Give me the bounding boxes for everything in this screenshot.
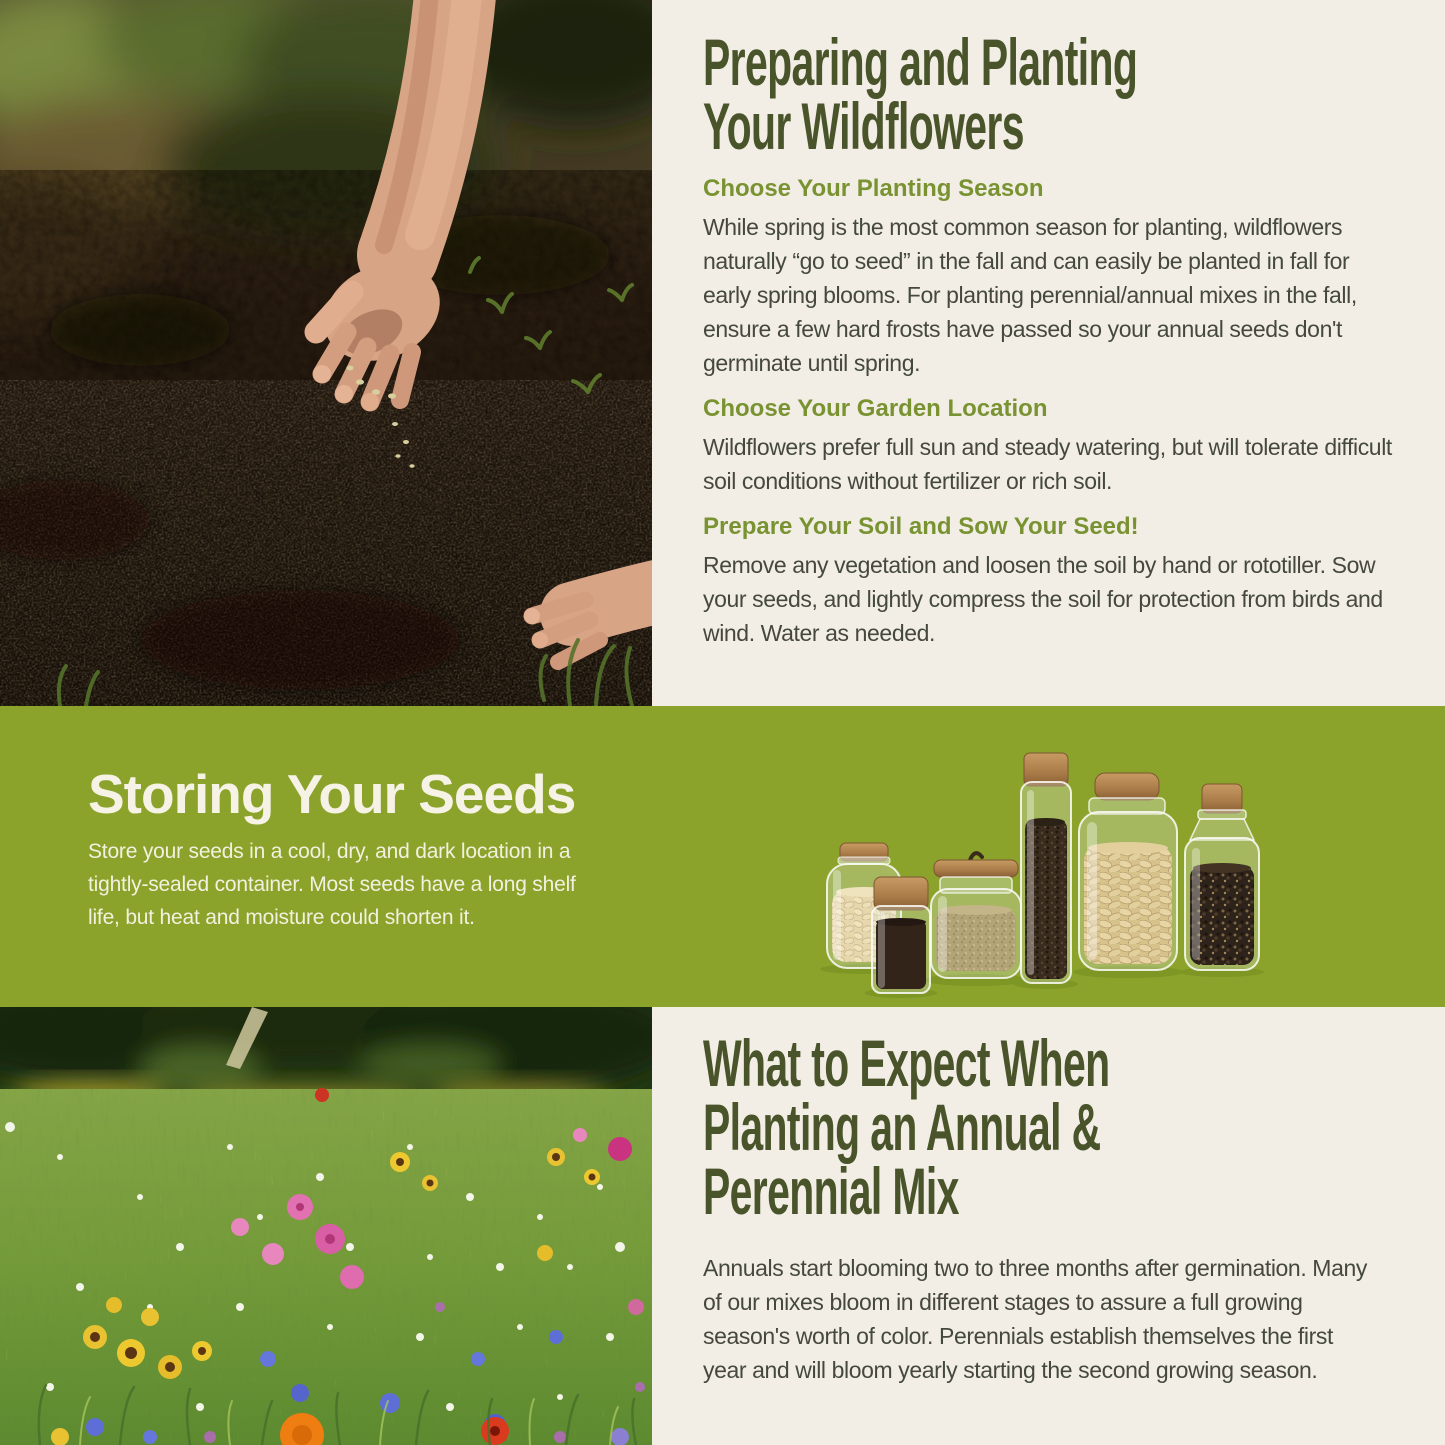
- planting-season-paragraph: While spring is the most common season for planting, wildflowers naturally “go to seed” in the fall and can easily be planted in fall for early spring blooms. For planting perennial/annual mixes in the fall, ensure a few hard frosts have passed so your annual seeds don't germinate until spring.: [703, 214, 1357, 376]
- garden-location-paragraph: Wildflowers prefer full sun and steady watering, but will tolerate difficult soil conditions without fertilizer or rich soil.: [703, 434, 1392, 494]
- preparing-text-column: [652, 0, 1445, 706]
- expect-title-line-2: Planting an Annual &: [703, 1090, 1101, 1164]
- expect-title: [703, 1026, 1409, 1228]
- prepare-soil-paragraph: Remove any vegetation and loosen the soil by hand or rototiller. Sow your seeds, and lightly compress the soil for protection from birds and wind. Water as needed.: [703, 552, 1383, 646]
- subheading-prepare-soil: Prepare Your Soil and Sow Your Seed!: [703, 513, 1139, 540]
- jar-dark-powder: [872, 877, 930, 993]
- storing-paragraph: Store your seeds in a cool, dry, and dark location in a tightly-sealed container. Most seeds have a long shelf life, but heat and moisture could shorten it.: [88, 840, 576, 929]
- seed-jars-photo: [800, 740, 1445, 1000]
- expect-paragraph: Annuals start blooming two to three months after germination. Many of our mixes bloom in different stages to assure a full growing season's worth of color. Perennials establish themselves the first year and will bloom yearly starting the second growing season.: [703, 1255, 1367, 1383]
- section-storing: [0, 706, 1445, 1007]
- subheading-garden-location: Choose Your Garden Location: [703, 395, 1048, 422]
- expect-title-line-3: Perennial Mix: [703, 1154, 959, 1228]
- wildflower-meadow-photo: [0, 1007, 652, 1445]
- subheading-planting-season: Choose Your Planting Season: [703, 175, 1044, 202]
- preparing-title-line-2: Your Wildflowers: [703, 89, 1024, 163]
- preparing-title-line-1: Preparing and Planting: [703, 25, 1138, 99]
- section-expect: [0, 1007, 1445, 1445]
- jar-pumpkin-seeds: [1079, 773, 1177, 970]
- expect-text-column: [652, 1007, 1445, 1445]
- expect-title-line-1: What to Expect When: [703, 1026, 1110, 1100]
- storing-text-block: [88, 765, 608, 934]
- jar-mixed-seeds: [1185, 784, 1259, 970]
- section-preparing: [0, 0, 1445, 706]
- preparing-title: [703, 25, 1409, 163]
- storing-title: Storing Your Seeds: [88, 763, 576, 825]
- soil-planting-photo: [0, 0, 652, 706]
- jar-sand-seeds: [931, 853, 1021, 978]
- jar-tall-tube: [1021, 753, 1071, 983]
